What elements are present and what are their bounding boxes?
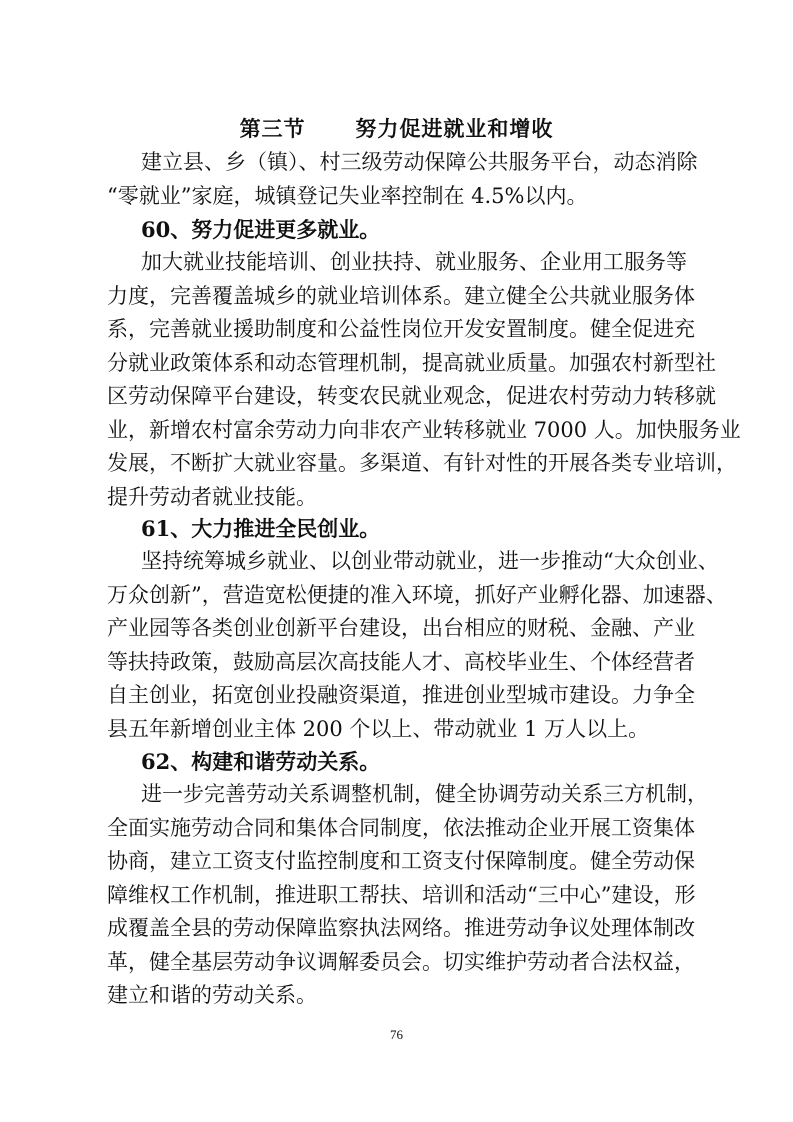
paragraph-line: 自主创业，拓宽创业投融资渠道，推进创业型城市建设。力争全: [107, 683, 695, 707]
intro-paragraph: [107, 146, 707, 213]
item-62-paragraph: [107, 778, 707, 1013]
paragraph-line: 分就业政策体系和动态管理机制，提高就业质量。加强农村新型社: [107, 350, 716, 375]
paragraph-line: 协商，建立工资支付监控制度和工资支付保障制度。健全劳动保: [107, 849, 695, 873]
paragraph-line: 加大就业技能培训、创业扶持、就业服务、企业用工服务等: [141, 250, 687, 274]
paragraph-line: 进一步完善劳动关系调整机制，健全协调劳动关系三方机制，: [141, 782, 708, 806]
paragraph-line: 县五年新增创业主体 200 个以上、带动就业 1 万人以上。: [107, 716, 650, 741]
paragraph-line: 万众创新”，营造宽松便捷的准入环境，抓好产业孵化器、加速器、: [107, 582, 727, 607]
paragraph-line: 革，健全基层劳动争议调解委员会。切实维护劳动者合法权益，: [107, 949, 695, 974]
paragraph-line: 产业园等各类创业创新平台建设，出台相应的财税、金融、产业: [107, 616, 695, 640]
item-60-heading: 60、努力促进更多就业。: [141, 217, 381, 242]
paragraph-line: 全面实施劳动合同和集体合同制度，依法推动企业开展工资集体: [107, 815, 695, 840]
paragraph-line: “零就业”家庭，城镇登记失业率控制在 4.5%以内。: [107, 183, 588, 208]
paragraph-line: 坚持统筹城乡就业、以创业带动就业，进一步推动“大众创业、: [141, 549, 719, 573]
section-title: 第三节 努力促进就业和增收: [239, 116, 554, 141]
item-61-heading: 61、大力推进全民创业。: [141, 516, 381, 541]
paragraph-line: 建立和谐的劳动关系。: [107, 983, 317, 1007]
paragraph-line: 区劳动保障平台建设，转变农民就业观念，促进农村劳动力转移就: [107, 384, 716, 408]
paragraph-line: 提升劳动者就业技能。: [107, 484, 317, 509]
paragraph-line: 建立县、乡（镇）、村三级劳动保障公共服务平台，动态消除: [141, 150, 698, 174]
page-number: 76: [390, 1027, 403, 1042]
paragraph-line: 障维权工作机制，推进职工帮扶、培训和活动“三中心”建设，形: [107, 882, 696, 907]
item-62-heading: 62、构建和谐劳动关系。: [141, 749, 381, 774]
paragraph-line: 成覆盖全县的劳动保障监察执法网络。推进劳动争议处理体制改: [107, 916, 695, 940]
item-61-paragraph: [107, 545, 727, 746]
paragraph-line: 业，新增农村富余劳动力向非农产业转移就业 7000 人。加快服务业: [107, 417, 741, 442]
paragraph-line: 发展，不断扩大就业容量。多渠道、有针对性的开展各类专业培训，: [107, 451, 737, 475]
paragraph-line: 系，完善就业援助制度和公益性岗位开发安置制度。健全促进充: [107, 317, 695, 341]
item-60-paragraph: [107, 246, 741, 514]
paragraph-line: 力度，完善覆盖城乡的就业培训体系。建立健全公共就业服务体: [107, 283, 695, 308]
paragraph-line: 等扶持政策，鼓励高层次高技能人才、高校毕业生、个体经营者: [107, 649, 695, 674]
